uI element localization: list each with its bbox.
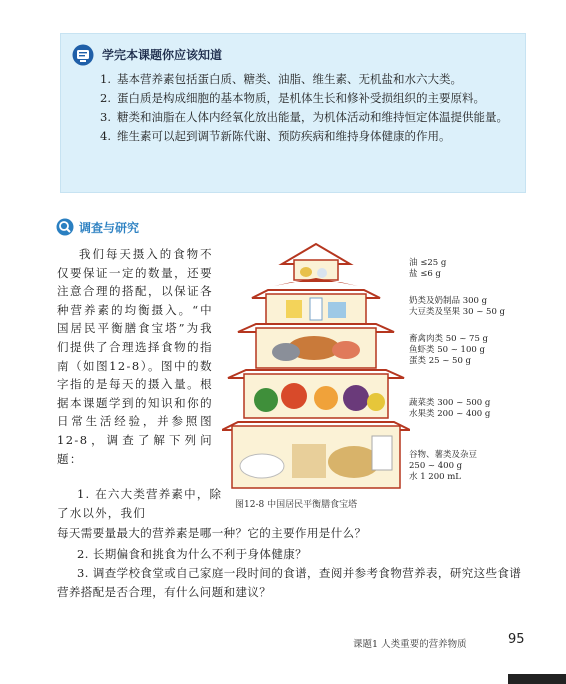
summary-item: 4. 维生素可以起到调节新陈代谢、预防疾病和维持身体健康的作用。 [100,129,451,143]
food-pagoda-illustration [222,240,410,492]
legend-meat-fish-egg: 畜禽肉类 50 ~ 75 g 鱼虾类 50 ~ 100 g 蛋类 25 ~ 50 g [409,334,489,366]
summary-item: 2. 蛋白质是构成细胞的基本物质，是机体生长和修补受损组织的主要原料。 [100,91,485,105]
question-1-end: 每天需要量最大的营养素是哪一种？它的主要作用是什么？ [57,526,367,540]
legend-oil-salt: 油 ≤25 g 盐 ≤6 g [409,258,447,279]
book-icon [72,44,94,66]
page-number: 95 [508,632,525,647]
summary-list [78,70,518,146]
research-title: 调查与研究 [79,221,140,235]
question-1-start: 1. 在六大类营养素中，除了水以外，我们 [57,487,223,520]
summary-item: 3. 糖类和油脂在人体内经氧化放出能量，为机体活动和维持恒定体温提供能量。 [100,110,508,124]
legend-grain-water: 谷物、薯类及杂豆 250 ~ 400 g 水 1 200 mL [409,450,478,482]
figure-caption: 图12-8 中国居民平衡膳食宝塔 [235,500,358,510]
question-2: 2. 长期偏食和挑食为什么不利于身体健康？ [77,547,308,561]
summary-title: 学完本课题你应该知道 [102,48,223,62]
question-3: 3. 调查学校食堂或自己家庭一段时间的食谱，查阅并参考食物营养表，研究这些食谱营养搭配是否合理，有什么问题和建议？ [57,566,522,599]
legend-dairy-soy: 奶类及奶制品 300 g 大豆类及坚果 30 ~ 50 g [409,296,506,317]
footer-chapter: 课题1 人类重要的营养物质 [353,639,467,650]
summary-item: 1. 基本营养素包括蛋白质、糖类、油脂、维生素、无机盐和水六大类。 [100,72,462,86]
corner-tab [508,674,566,684]
intro-paragraph: 我们每天摄入的食物不仅要保证一定的数量，还要注意合理的搭配，以保证各种营养素的均衡摄入。“中国居民平衡膳食宝塔”为我们提供了合理选择食物的指南（如图12-8）。图中的数字指的是每天的摄入量。根据本课题学到的知识和你的日常生活经验，并参照图12-8，调查了解下列问题： [57,247,213,466]
legend-veg-fruit: 蔬菜类 300 ~ 500 g 水果类 200 ~ 400 g [409,398,491,419]
magnifier-icon [56,218,74,236]
